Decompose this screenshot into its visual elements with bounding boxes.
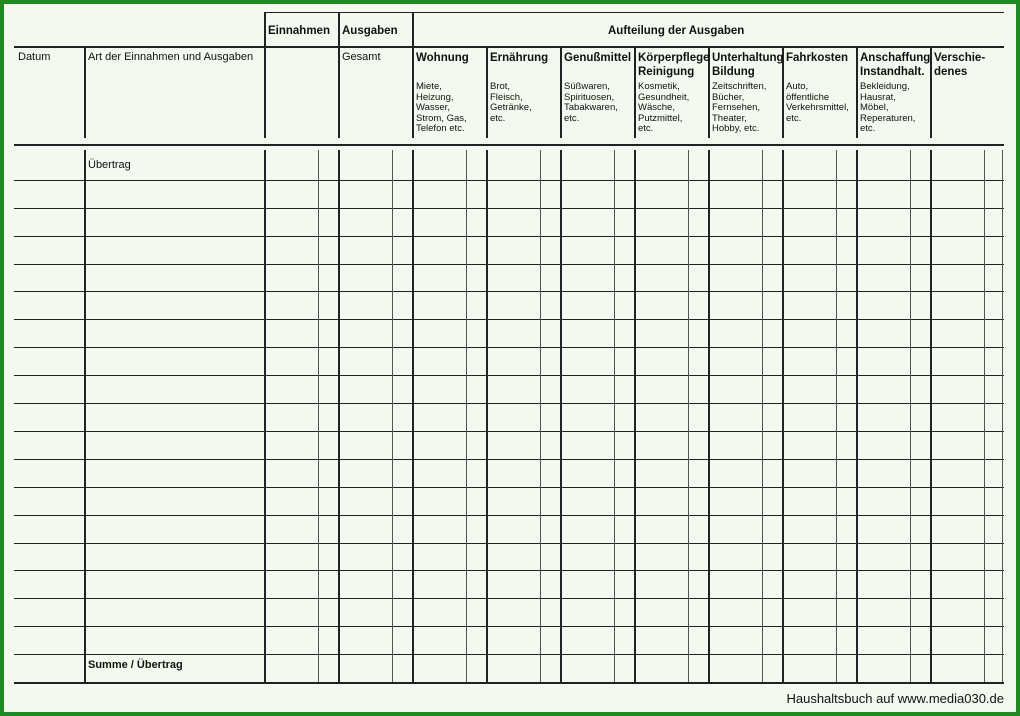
category-title: Verschie- <box>934 52 986 64</box>
column-line <box>856 150 858 682</box>
category-title: denes <box>934 66 968 78</box>
category-item: Spirituosen, <box>564 91 615 103</box>
category-item: Möbel, <box>860 102 889 113</box>
column-line <box>338 12 340 138</box>
category-item: Miete, <box>416 81 442 92</box>
body-top-rule <box>14 144 1004 146</box>
column-line <box>782 150 784 682</box>
category-title: Genußmittel <box>564 52 632 64</box>
cents-column-line <box>318 150 319 682</box>
column-line <box>486 150 488 682</box>
category-item: Strom, Gas, <box>416 112 467 124</box>
category-item: Fleisch, <box>490 91 523 103</box>
cents-column-line <box>540 150 541 682</box>
category-item: Bücher, <box>712 91 745 103</box>
category-item: Hausrat, <box>860 91 896 103</box>
category-item: Bekleidung, <box>860 81 910 92</box>
column-line <box>634 46 636 138</box>
cents-column-line <box>984 150 985 682</box>
cents-column-line <box>688 150 689 682</box>
column-line <box>264 150 266 682</box>
category-item: etc. <box>638 123 654 134</box>
category-item: Zeitschriften, <box>712 81 767 92</box>
column-line <box>264 12 266 138</box>
category-item: Tabakwaren, <box>564 102 618 113</box>
category-title: Bildung <box>712 66 755 78</box>
aufteilung-header: Aufteilung der Ausgaben <box>608 25 745 37</box>
category-item: Theater, <box>712 112 747 124</box>
ausgaben-header: Ausgaben <box>342 25 398 37</box>
category-item: Gesundheit, <box>638 91 690 103</box>
top-rule <box>264 12 1004 13</box>
category-item: Putzmittel, <box>638 112 683 124</box>
einnahmen-header: Einnahmen <box>268 25 330 37</box>
category-title: Instandhalt. <box>860 66 925 78</box>
column-line <box>84 46 86 138</box>
uebertrag-label: Übertrag <box>88 159 131 171</box>
category-title: Anschaffung <box>860 52 931 64</box>
category-item: etc. <box>490 112 506 124</box>
column-line <box>412 12 414 138</box>
category-title: Körperpflege <box>638 52 710 64</box>
ledger-sheet <box>4 4 1016 712</box>
cents-column-line <box>614 150 615 682</box>
column-line <box>338 150 340 682</box>
category-item: Verkehrsmittel, <box>786 102 849 113</box>
category-item: etc. <box>786 112 802 124</box>
summe-label: Summe / Übertrag <box>88 659 183 671</box>
datum-header: Datum <box>18 51 51 63</box>
category-item: Wäsche, <box>638 102 675 113</box>
cents-column-line <box>762 150 763 682</box>
column-line <box>486 46 488 138</box>
column-line <box>930 46 932 138</box>
category-item: Fernsehen, <box>712 102 761 113</box>
category-item: Wasser, <box>416 102 450 113</box>
footer-credit: Haushaltsbuch auf www.media030.de <box>786 691 1004 706</box>
category-item: Getränke, <box>490 102 532 113</box>
category-item: Reperaturen, <box>860 112 916 124</box>
cents-column-line <box>836 150 837 682</box>
category-title: Ernährung <box>490 52 549 64</box>
column-line <box>856 46 858 138</box>
category-item: öffentliche <box>786 91 830 103</box>
column-line <box>708 150 710 682</box>
category-item: Süßwaren, <box>564 81 610 92</box>
cents-column-line <box>392 150 393 682</box>
body-bottom-rule <box>14 682 1004 684</box>
art-header: Art der Einnahmen und Ausgaben <box>88 51 254 63</box>
category-title: Fahrkosten <box>786 52 848 64</box>
category-item: Auto, <box>786 81 809 92</box>
gesamt-header: Gesamt <box>342 51 381 63</box>
column-line <box>84 150 86 682</box>
category-title: Reinigung <box>638 66 695 78</box>
category-item: Telefon etc. <box>416 123 465 134</box>
category-item: etc. <box>860 123 876 134</box>
cents-column-line <box>1002 150 1003 682</box>
category-item: etc. <box>564 112 580 124</box>
column-line <box>930 150 932 682</box>
column-line <box>560 46 562 138</box>
category-item: Hobby, etc. <box>712 123 760 134</box>
column-line <box>560 150 562 682</box>
column-line <box>412 150 414 682</box>
cents-column-line <box>910 150 911 682</box>
category-title: Wohnung <box>416 52 469 64</box>
category-item: Kosmetik, <box>638 81 680 92</box>
category-item: Heizung, <box>416 91 454 103</box>
category-title: Unterhaltung <box>712 52 784 64</box>
category-item: Brot, <box>490 81 511 92</box>
column-line <box>634 150 636 682</box>
cents-column-line <box>466 150 467 682</box>
